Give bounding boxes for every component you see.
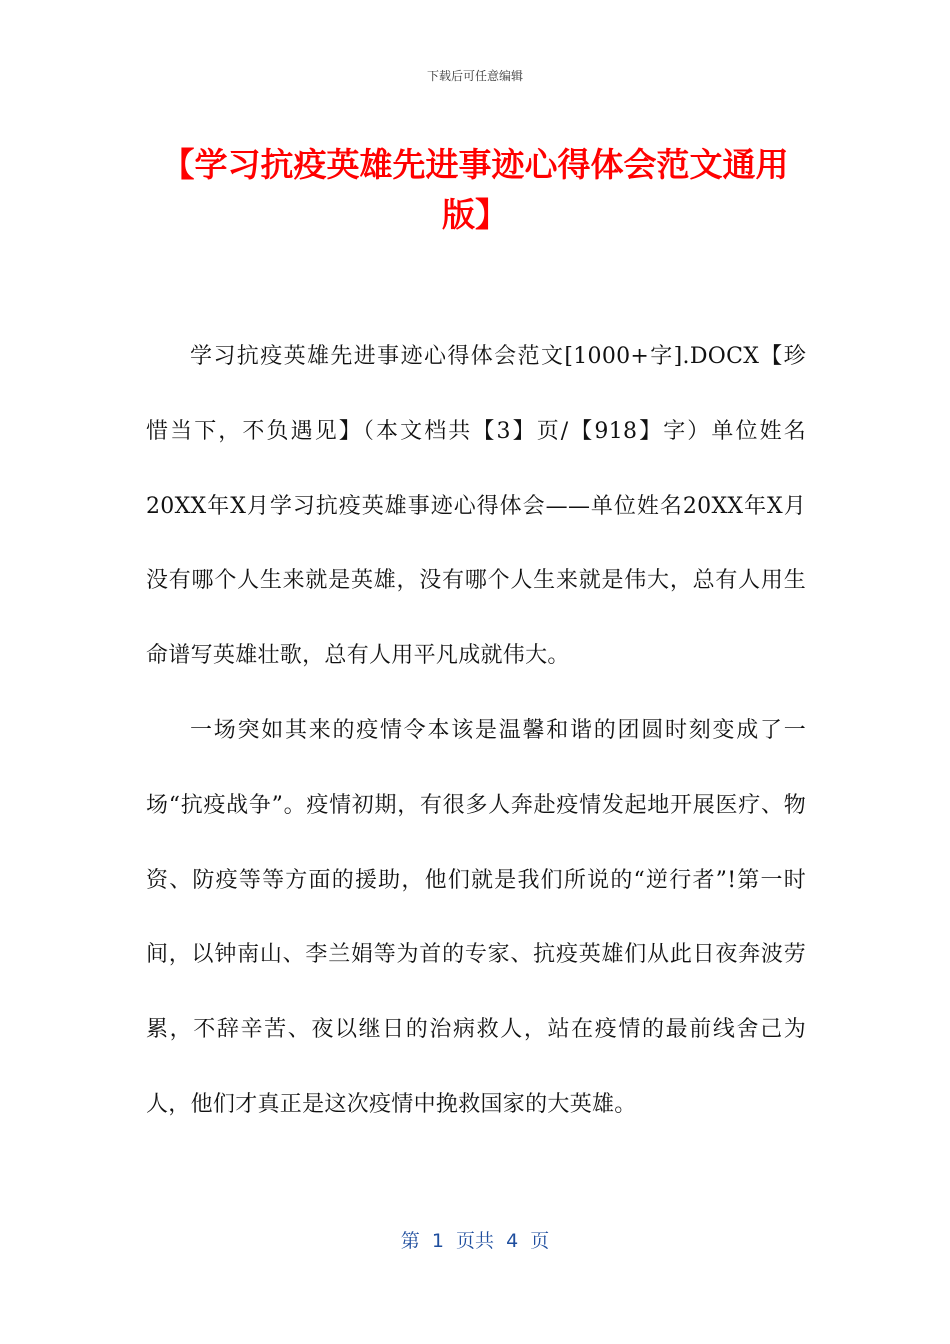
document-body — [146, 320, 806, 1143]
paragraph-2: 一场突如其来的疫情令本该是温馨和谐的团圆时刻变成了一场“抗疫战争”。疫情初期，有很多人奔赴疫情发起地开展医疗、物资、防疫等等方面的援助，他们就是我们所说的“逆行者”!第一时间，以钟南山、李兰娟等为首的专家、抗疫英雄们从此日夜奔波劳累，不辞辛苦、夜以继日的治病救人，站在疫情的最前线舍己为人，他们才真正是这次疫情中挽救国家的大英雄。 — [146, 717, 806, 1117]
page-number-footer: 第 1 页共 4 页 — [400, 1230, 550, 1252]
document-title: 【学习抗疫英雄先进事迹心得体会范文通用版】 — [161, 145, 789, 234]
paragraph-1: 学习抗疫英雄先进事迹心得体会范文[1000+字].DOCX【珍惜当下，不负遇见】（本文档共【3】页/【918】字）单位姓名20XX年X月学习抗疫英雄事迹心得体会——单位姓名20XX年X月没有哪个人生来就是英雄，没有哪个人生来就是伟大，总有人用生命谱写英雄壮歌，总有人用平凡成就伟大。 — [146, 344, 806, 669]
header-note: 下载后可任意编辑 — [426, 69, 523, 83]
